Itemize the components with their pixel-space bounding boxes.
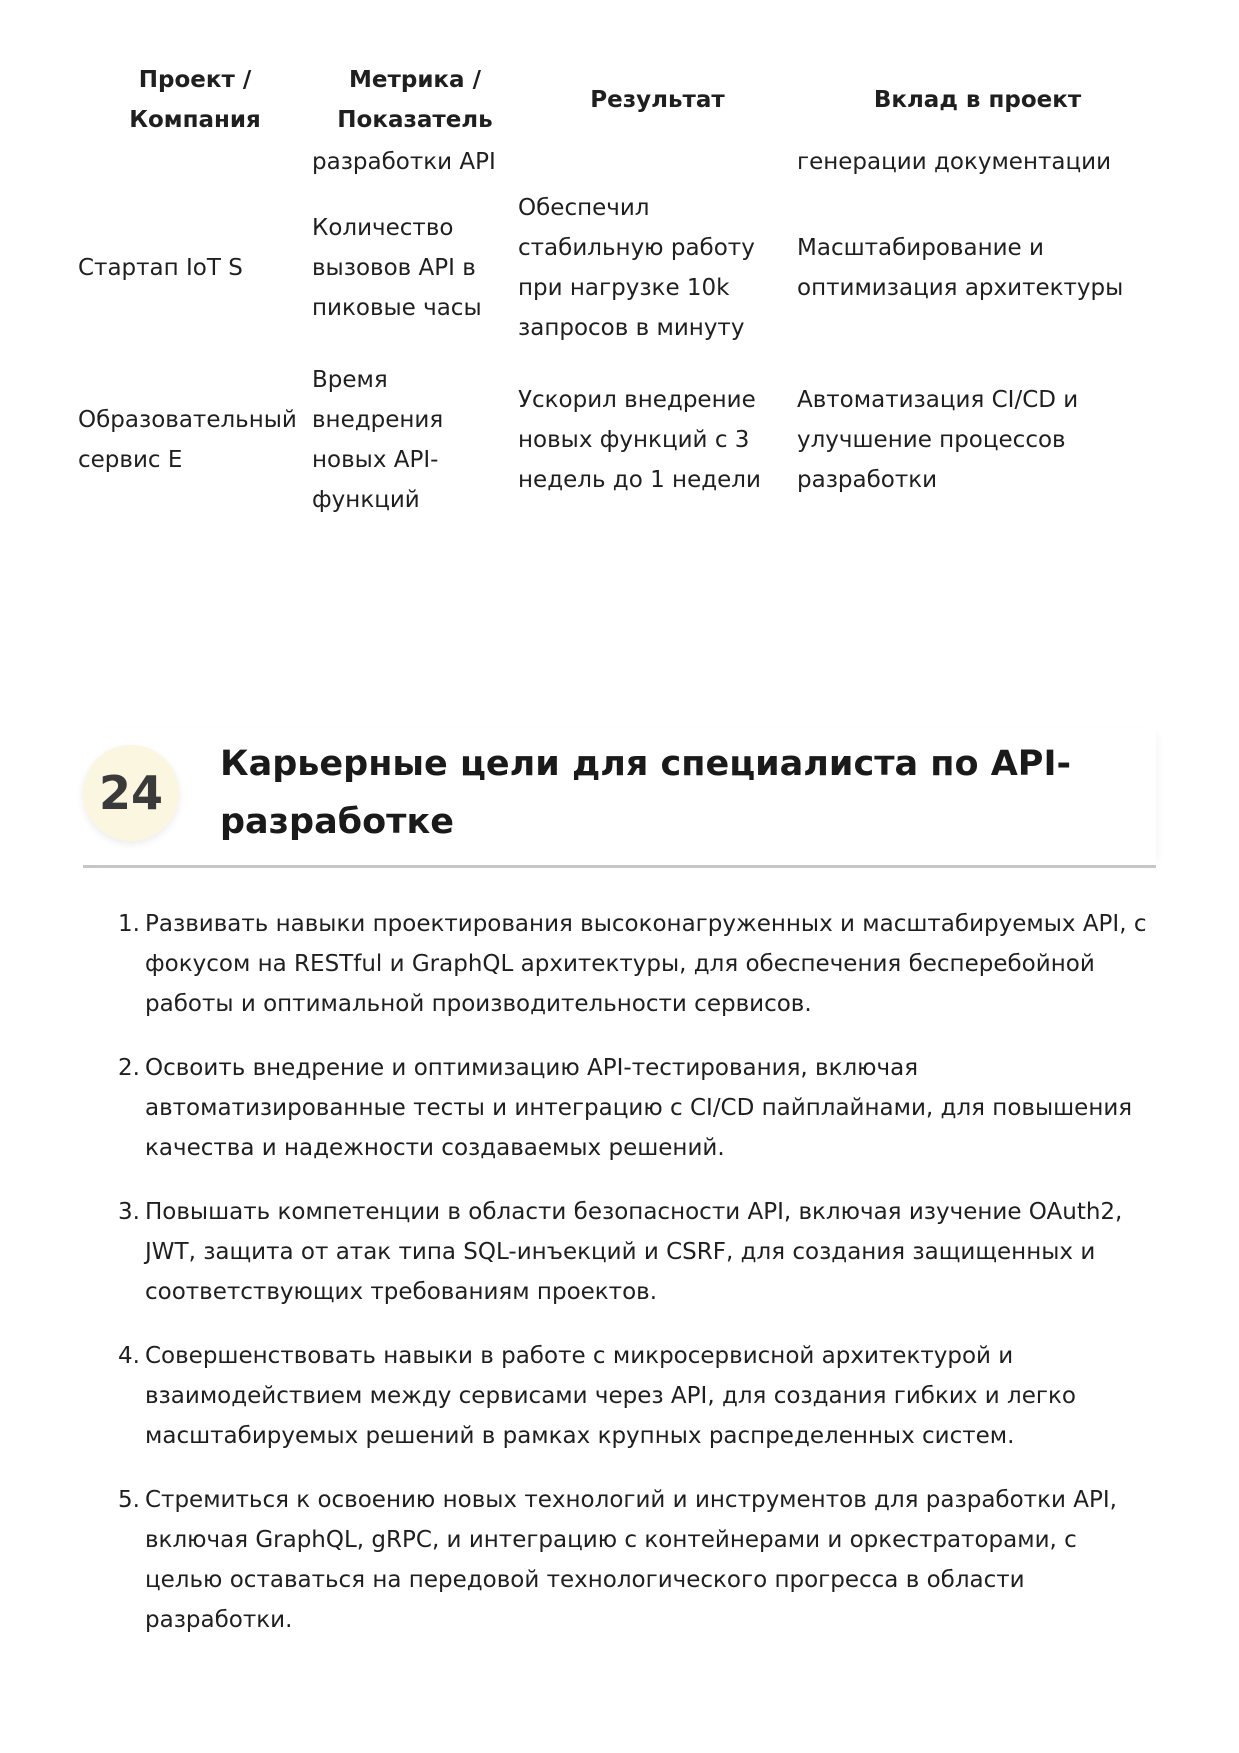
list-item-text: Совершенствовать навыки в работе с микросервисной архитектурой и взаимодействием между сервисами через API, для создания гибких и легко масштабируемых решений в рамках крупных распределенных систем. xyxy=(145,1343,1076,1449)
list-item xyxy=(118,904,1155,1024)
table-row xyxy=(78,182,1158,354)
list-item-number: 4. xyxy=(118,1343,140,1369)
cell-metric: разработки API xyxy=(312,149,496,175)
section-number-badge: 24 xyxy=(83,745,179,841)
list-item-text: Стремиться к освоению новых технологий и инструментов для разработки API, включая GraphQL, gRPC, и интеграцию с контейнерами и оркестраторами, с целью оставаться на передовой технологического прогресса в области разработки. xyxy=(145,1487,1117,1633)
cell-contribution: Масштабирование и оптимизация архитектуры xyxy=(797,235,1124,301)
table-row-continuation xyxy=(78,142,1158,182)
section-header xyxy=(83,727,1156,868)
table-row xyxy=(78,354,1158,526)
header-metric: Метрика / Показатель xyxy=(337,67,493,133)
list-item-text: Освоить внедрение и оптимизацию API-тестирования, включая автоматизированные тесты и интеграцию с CI/CD пайплайнами, для повышения качества и надежности создаваемых решений. xyxy=(145,1055,1133,1161)
metrics-table xyxy=(78,58,1158,526)
header-contribution: Вклад в проект xyxy=(873,87,1082,113)
section-title: Карьерные цели для специалиста по API-разработке xyxy=(220,744,1071,842)
list-item-number: 2. xyxy=(118,1055,140,1081)
cell-project: Стартап IoT S xyxy=(78,255,243,281)
list-item-text: Повышать компетенции в области безопасности API, включая изучение OAuth2, JWT, защита от атак типа SQL-инъекций и CSRF, для создания защищенных и соответствующих требованиям проектов. xyxy=(145,1199,1123,1305)
career-goals-list xyxy=(118,904,1155,1664)
cell-metric: Время внедрения новых API-функций xyxy=(312,367,444,513)
list-item-number: 3. xyxy=(118,1199,140,1225)
cell-contribution: Автоматизация CI/CD и улучшение процессов разработки xyxy=(797,387,1079,493)
cell-project xyxy=(78,142,312,182)
list-item-text: Развивать навыки проектирования высоконагруженных и масштабируемых API, с фокусом на RESTful и GraphQL архитектуры, для обеспечения бесперебойной работы и оптимальной производительности сервисов. xyxy=(145,911,1147,1017)
cell-project: Образовательный сервис E xyxy=(78,407,297,473)
cell-metric: Количество вызовов API в пиковые часы xyxy=(312,215,482,321)
list-item-number: 5. xyxy=(118,1487,140,1513)
header-project: Проект / Компания xyxy=(129,67,261,133)
list-item xyxy=(118,1048,1155,1168)
list-item-number: 1. xyxy=(118,911,140,937)
cell-result: Обеспечил стабильную работу при нагрузке 10k запросов в минуту xyxy=(518,195,755,341)
cell-result xyxy=(518,142,797,182)
header-result: Результат xyxy=(590,87,725,113)
list-item xyxy=(118,1480,1155,1640)
cell-contribution: генерации документации xyxy=(797,149,1112,175)
list-item xyxy=(118,1192,1155,1312)
cell-result: Ускорил внедрение новых функций с 3 недель до 1 недели xyxy=(518,387,761,493)
list-item xyxy=(118,1336,1155,1456)
table-header-row xyxy=(78,58,1158,142)
